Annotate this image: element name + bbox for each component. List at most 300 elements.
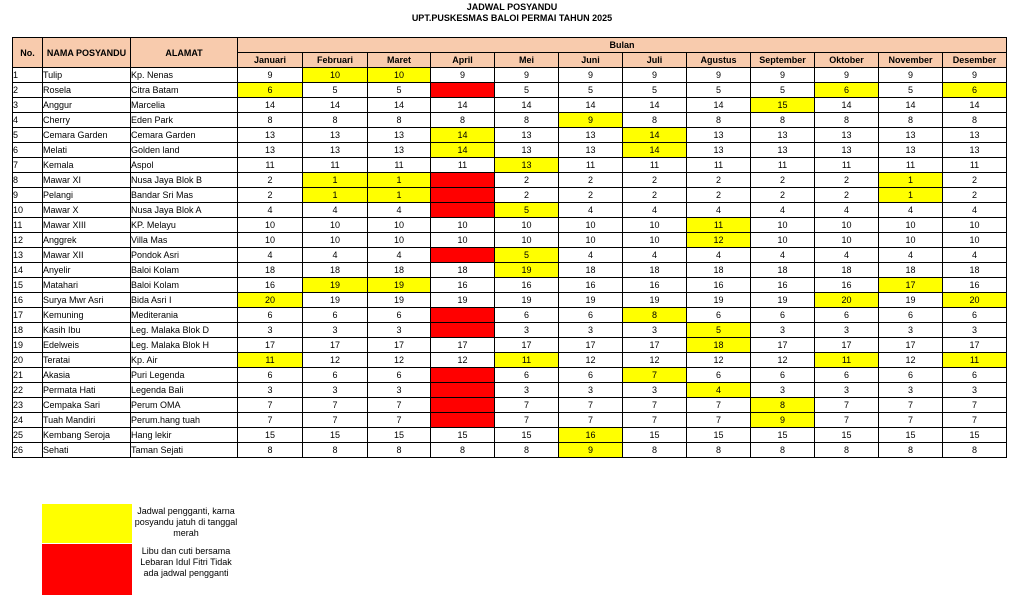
schedule-cell: 1 — [368, 188, 431, 203]
schedule-cell: 7 — [623, 368, 687, 383]
posyandu-address: Bida Asri I — [131, 293, 238, 308]
schedule-cell: 10 — [303, 233, 368, 248]
schedule-cell — [431, 203, 495, 218]
schedule-cell: 12 — [368, 353, 431, 368]
schedule-cell: 4 — [559, 203, 623, 218]
schedule-cell: 6 — [368, 368, 431, 383]
schedule-cell: 18 — [559, 263, 623, 278]
schedule-cell: 14 — [687, 98, 751, 113]
table-row — [13, 188, 1007, 203]
schedule-cell: 9 — [238, 68, 303, 83]
schedule-cell: 15 — [368, 428, 431, 443]
schedule-cell: 2 — [687, 173, 751, 188]
schedule-cell: 6 — [238, 308, 303, 323]
schedule-cell: 7 — [879, 398, 943, 413]
schedule-cell: 17 — [303, 338, 368, 353]
header-no: No. — [13, 38, 43, 68]
schedule-cell: 4 — [751, 248, 815, 263]
posyandu-name: Kemala — [43, 158, 131, 173]
schedule-cell: 7 — [368, 398, 431, 413]
schedule-cell: 6 — [303, 368, 368, 383]
table-row — [13, 158, 1007, 173]
schedule-cell: 6 — [238, 83, 303, 98]
schedule-cell: 7 — [815, 413, 879, 428]
posyandu-name: Pelangi — [43, 188, 131, 203]
schedule-cell: 8 — [303, 113, 368, 128]
row-number: 3 — [13, 98, 43, 113]
schedule-cell: 16 — [559, 278, 623, 293]
schedule-cell: 13 — [815, 143, 879, 158]
schedule-cell — [431, 83, 495, 98]
schedule-cell: 4 — [238, 203, 303, 218]
schedule-cell — [431, 188, 495, 203]
table-row — [13, 443, 1007, 458]
schedule-cell: 17 — [238, 338, 303, 353]
schedule-cell: 13 — [303, 143, 368, 158]
table-row — [13, 308, 1007, 323]
schedule-cell: 15 — [943, 428, 1007, 443]
schedule-cell: 16 — [431, 278, 495, 293]
schedule-cell: 14 — [238, 98, 303, 113]
legend-yellow-text: Jadwal pengganti, karna posyandu jatuh di tanggal merah — [134, 506, 238, 538]
schedule-cell: 7 — [559, 413, 623, 428]
schedule-cell: 17 — [623, 338, 687, 353]
schedule-cell: 7 — [559, 398, 623, 413]
schedule-cell: 4 — [943, 248, 1007, 263]
schedule-cell: 10 — [559, 218, 623, 233]
schedule-cell: 6 — [943, 368, 1007, 383]
schedule-cell: 7 — [687, 413, 751, 428]
schedule-cell: 2 — [751, 188, 815, 203]
posyandu-address: Baloi Kolam — [131, 263, 238, 278]
schedule-cell: 6 — [815, 83, 879, 98]
posyandu-name: Permata Hati — [43, 383, 131, 398]
month-header: Maret — [368, 53, 431, 68]
posyandu-name: Tuah Mandiri — [43, 413, 131, 428]
table-row — [13, 383, 1007, 398]
schedule-cell: 14 — [815, 98, 879, 113]
table-row — [13, 203, 1007, 218]
schedule-cell: 19 — [368, 278, 431, 293]
posyandu-name: Cemara Garden — [43, 128, 131, 143]
posyandu-name: Rosela — [43, 83, 131, 98]
schedule-cell: 2 — [815, 173, 879, 188]
posyandu-address: Nusa Jaya Blok B — [131, 173, 238, 188]
schedule-cell: 10 — [368, 233, 431, 248]
schedule-cell: 6 — [559, 368, 623, 383]
schedule-cell: 15 — [687, 428, 751, 443]
schedule-cell: 12 — [879, 353, 943, 368]
schedule-cell: 9 — [559, 443, 623, 458]
schedule-cell: 13 — [238, 128, 303, 143]
schedule-cell: 4 — [879, 203, 943, 218]
schedule-cell: 10 — [303, 68, 368, 83]
schedule-cell: 14 — [623, 98, 687, 113]
schedule-cell: 5 — [751, 83, 815, 98]
schedule-cell: 4 — [815, 203, 879, 218]
schedule-cell: 16 — [495, 278, 559, 293]
schedule-cell: 3 — [943, 323, 1007, 338]
table-row — [13, 248, 1007, 263]
posyandu-address: Leg. Malaka Blok H — [131, 338, 238, 353]
posyandu-name: Kembang Seroja — [43, 428, 131, 443]
schedule-cell — [431, 248, 495, 263]
schedule-cell: 10 — [815, 218, 879, 233]
schedule-cell: 4 — [238, 248, 303, 263]
schedule-cell: 19 — [303, 293, 368, 308]
schedule-cell: 13 — [687, 128, 751, 143]
schedule-cell: 3 — [303, 383, 368, 398]
schedule-cell: 10 — [303, 218, 368, 233]
schedule-cell: 11 — [815, 353, 879, 368]
schedule-cell: 13 — [879, 128, 943, 143]
schedule-cell: 11 — [303, 158, 368, 173]
schedule-cell: 9 — [879, 68, 943, 83]
schedule-cell: 12 — [431, 353, 495, 368]
schedule-cell: 10 — [559, 233, 623, 248]
posyandu-name: Teratai — [43, 353, 131, 368]
posyandu-address: KP. Melayu — [131, 218, 238, 233]
table-row — [13, 113, 1007, 128]
schedule-cell: 11 — [238, 353, 303, 368]
schedule-cell: 4 — [687, 383, 751, 398]
schedule-cell: 4 — [751, 203, 815, 218]
schedule-cell: 2 — [623, 173, 687, 188]
schedule-cell: 8 — [879, 443, 943, 458]
posyandu-name: Cempaka Sari — [43, 398, 131, 413]
schedule-cell: 11 — [495, 353, 559, 368]
schedule-cell: 9 — [559, 68, 623, 83]
schedule-cell: 4 — [687, 203, 751, 218]
schedule-cell: 2 — [238, 188, 303, 203]
schedule-cell: 14 — [368, 98, 431, 113]
schedule-cell: 19 — [623, 293, 687, 308]
schedule-cell: 17 — [815, 338, 879, 353]
row-number: 15 — [13, 278, 43, 293]
posyandu-name: Mawar X — [43, 203, 131, 218]
schedule-cell: 8 — [879, 113, 943, 128]
schedule-cell — [431, 383, 495, 398]
schedule-cell: 17 — [495, 338, 559, 353]
schedule-cell: 3 — [559, 383, 623, 398]
schedule-cell: 8 — [943, 443, 1007, 458]
schedule-cell: 2 — [559, 188, 623, 203]
schedule-cell: 6 — [238, 368, 303, 383]
row-number: 21 — [13, 368, 43, 383]
month-header: Desember — [943, 53, 1007, 68]
schedule-cell: 6 — [943, 308, 1007, 323]
schedule-cell: 19 — [495, 263, 559, 278]
schedule-cell: 11 — [687, 158, 751, 173]
posyandu-name: Edelweis — [43, 338, 131, 353]
row-number: 2 — [13, 83, 43, 98]
schedule-cell: 15 — [815, 428, 879, 443]
schedule-cell: 15 — [879, 428, 943, 443]
schedule-cell: 6 — [815, 308, 879, 323]
schedule-cell: 2 — [495, 173, 559, 188]
schedule-cell: 15 — [238, 428, 303, 443]
table-row — [13, 413, 1007, 428]
posyandu-address: Cemara Garden — [131, 128, 238, 143]
schedule-cell: 9 — [751, 68, 815, 83]
schedule-cell: 8 — [431, 443, 495, 458]
schedule-cell: 14 — [495, 98, 559, 113]
schedule-cell: 17 — [879, 338, 943, 353]
posyandu-address: Golden land — [131, 143, 238, 158]
schedule-cell: 3 — [559, 323, 623, 338]
schedule-cell: 10 — [238, 218, 303, 233]
schedule-cell: 5 — [687, 323, 751, 338]
table-row — [13, 98, 1007, 113]
month-header: Oktober — [815, 53, 879, 68]
schedule-cell: 10 — [368, 68, 431, 83]
row-number: 4 — [13, 113, 43, 128]
posyandu-address: Mediterania — [131, 308, 238, 323]
posyandu-address: Baloi Kolam — [131, 278, 238, 293]
schedule-cell: 4 — [368, 248, 431, 263]
schedule-cell: 8 — [815, 113, 879, 128]
schedule-cell: 9 — [623, 68, 687, 83]
schedule-cell: 15 — [623, 428, 687, 443]
row-number: 1 — [13, 68, 43, 83]
schedule-cell: 7 — [303, 413, 368, 428]
row-number: 17 — [13, 308, 43, 323]
table-row — [13, 293, 1007, 308]
posyandu-address: Perum.hang tuah — [131, 413, 238, 428]
posyandu-address: Citra Batam — [131, 83, 238, 98]
schedule-cell — [431, 323, 495, 338]
schedule-cell: 12 — [559, 353, 623, 368]
schedule-cell: 2 — [495, 188, 559, 203]
schedule-cell: 16 — [623, 278, 687, 293]
schedule-cell: 17 — [559, 338, 623, 353]
schedule-cell: 8 — [368, 443, 431, 458]
posyandu-address: Legenda Bali — [131, 383, 238, 398]
schedule-cell: 16 — [815, 278, 879, 293]
schedule-cell: 19 — [431, 293, 495, 308]
schedule-cell: 11 — [238, 158, 303, 173]
month-header: April — [431, 53, 495, 68]
schedule-cell: 3 — [623, 383, 687, 398]
schedule-cell: 8 — [943, 113, 1007, 128]
schedule-cell: 19 — [687, 293, 751, 308]
schedule-cell: 13 — [943, 143, 1007, 158]
schedule-cell: 16 — [687, 278, 751, 293]
schedule-cell: 2 — [943, 173, 1007, 188]
row-number: 26 — [13, 443, 43, 458]
schedule-cell: 5 — [303, 83, 368, 98]
row-number: 7 — [13, 158, 43, 173]
row-number: 12 — [13, 233, 43, 248]
table-row — [13, 83, 1007, 98]
schedule-cell: 3 — [368, 323, 431, 338]
posyandu-address: Taman Sejati — [131, 443, 238, 458]
schedule-cell: 4 — [815, 248, 879, 263]
document-subtitle: UPT.PUSKESMAS BALOI PERMAI TAHUN 2025 — [411, 13, 613, 23]
schedule-cell: 2 — [815, 188, 879, 203]
schedule-cell: 18 — [687, 338, 751, 353]
schedule-cell: 3 — [879, 323, 943, 338]
schedule-cell: 20 — [943, 293, 1007, 308]
legend-yellow-swatch — [42, 504, 132, 543]
schedule-cell: 13 — [495, 143, 559, 158]
schedule-cell — [431, 308, 495, 323]
posyandu-name: Kasih Ibu — [43, 323, 131, 338]
row-number: 24 — [13, 413, 43, 428]
schedule-cell: 18 — [943, 263, 1007, 278]
schedule-cell: 15 — [303, 428, 368, 443]
posyandu-address: Puri Legenda — [131, 368, 238, 383]
schedule-cell: 1 — [303, 173, 368, 188]
schedule-cell: 17 — [368, 338, 431, 353]
posyandu-name: Mawar XIII — [43, 218, 131, 233]
row-number: 19 — [13, 338, 43, 353]
posyandu-address: Pondok Asri — [131, 248, 238, 263]
table-row — [13, 398, 1007, 413]
schedule-cell: 14 — [303, 98, 368, 113]
schedule-cell: 3 — [623, 323, 687, 338]
schedule-cell: 5 — [495, 248, 559, 263]
schedule-cell: 8 — [623, 113, 687, 128]
schedule-cell: 20 — [815, 293, 879, 308]
schedule-cell: 13 — [303, 128, 368, 143]
schedule-cell: 18 — [623, 263, 687, 278]
schedule-cell: 8 — [368, 113, 431, 128]
schedule-cell: 8 — [687, 113, 751, 128]
schedule-cell: 14 — [559, 98, 623, 113]
table-row — [13, 428, 1007, 443]
month-header: Mei — [495, 53, 559, 68]
header-alamat: ALAMAT — [131, 38, 238, 68]
posyandu-name: Anggur — [43, 98, 131, 113]
table-row — [13, 218, 1007, 233]
schedule-cell: 11 — [687, 218, 751, 233]
schedule-cell: 9 — [431, 68, 495, 83]
header-nama-posyandu: NAMA POSYANDU — [43, 38, 131, 68]
table-row — [13, 173, 1007, 188]
schedule-cell: 5 — [687, 83, 751, 98]
schedule-cell: 6 — [815, 368, 879, 383]
schedule-cell: 11 — [751, 158, 815, 173]
schedule-cell: 5 — [879, 83, 943, 98]
schedule-cell: 10 — [943, 233, 1007, 248]
row-number: 9 — [13, 188, 43, 203]
schedule-cell: 2 — [623, 188, 687, 203]
schedule-cell: 8 — [495, 443, 559, 458]
schedule-cell: 11 — [623, 158, 687, 173]
schedule-cell: 3 — [238, 383, 303, 398]
posyandu-name: Surya Mwr Asri — [43, 293, 131, 308]
schedule-cell: 9 — [687, 68, 751, 83]
schedule-cell: 8 — [751, 398, 815, 413]
schedule-cell: 11 — [943, 353, 1007, 368]
schedule-cell: 9 — [495, 68, 559, 83]
schedule-cell: 16 — [238, 278, 303, 293]
schedule-cell: 6 — [559, 308, 623, 323]
row-number: 14 — [13, 263, 43, 278]
posyandu-name: Sehati — [43, 443, 131, 458]
schedule-cell: 10 — [623, 233, 687, 248]
schedule-cell: 8 — [687, 443, 751, 458]
schedule-cell: 16 — [559, 428, 623, 443]
schedule-cell: 5 — [623, 83, 687, 98]
row-number: 8 — [13, 173, 43, 188]
schedule-cell: 4 — [687, 248, 751, 263]
row-number: 20 — [13, 353, 43, 368]
schedule-cell: 1 — [368, 173, 431, 188]
schedule-cell: 6 — [751, 308, 815, 323]
schedule-cell: 4 — [623, 248, 687, 263]
schedule-cell: 8 — [303, 443, 368, 458]
schedule-cell: 18 — [238, 263, 303, 278]
schedule-cell: 13 — [238, 143, 303, 158]
schedule-cell: 14 — [623, 143, 687, 158]
schedule-cell: 4 — [879, 248, 943, 263]
schedule-cell: 10 — [879, 233, 943, 248]
schedule-cell: 3 — [815, 323, 879, 338]
schedule-cell: 17 — [751, 338, 815, 353]
schedule-cell: 11 — [431, 158, 495, 173]
schedule-cell: 14 — [431, 143, 495, 158]
schedule-cell: 13 — [495, 128, 559, 143]
schedule-cell: 8 — [751, 443, 815, 458]
posyandu-address: Nusa Jaya Blok A — [131, 203, 238, 218]
schedule-cell: 11 — [368, 158, 431, 173]
schedule-cell: 13 — [559, 128, 623, 143]
schedule-cell: 3 — [879, 383, 943, 398]
schedule-cell: 3 — [943, 383, 1007, 398]
row-number: 25 — [13, 428, 43, 443]
schedule-cell: 15 — [751, 98, 815, 113]
schedule-cell: 17 — [943, 338, 1007, 353]
schedule-cell: 4 — [559, 248, 623, 263]
schedule-cell: 17 — [879, 278, 943, 293]
schedule-cell: 15 — [495, 428, 559, 443]
table-row — [13, 353, 1007, 368]
schedule-cell: 7 — [238, 398, 303, 413]
month-header: Januari — [238, 53, 303, 68]
schedule-cell: 3 — [815, 383, 879, 398]
month-header: September — [751, 53, 815, 68]
posyandu-address: Marcelia — [131, 98, 238, 113]
schedule-cell: 10 — [238, 233, 303, 248]
schedule-cell: 11 — [815, 158, 879, 173]
schedule-cell — [431, 173, 495, 188]
schedule-cell: 13 — [815, 128, 879, 143]
schedule-cell: 8 — [238, 113, 303, 128]
schedule-cell: 20 — [238, 293, 303, 308]
schedule-cell: 18 — [303, 263, 368, 278]
posyandu-address: Hang lekir — [131, 428, 238, 443]
schedule-cell: 6 — [687, 308, 751, 323]
schedule-cell — [431, 413, 495, 428]
schedule-cell: 6 — [751, 368, 815, 383]
schedule-cell: 19 — [559, 293, 623, 308]
schedule-cell: 7 — [943, 413, 1007, 428]
posyandu-name: Anggrek — [43, 233, 131, 248]
schedule-cell: 13 — [751, 143, 815, 158]
month-header: November — [879, 53, 943, 68]
schedule-cell: 14 — [431, 98, 495, 113]
schedule-cell: 10 — [495, 233, 559, 248]
schedule-cell: 19 — [879, 293, 943, 308]
row-number: 10 — [13, 203, 43, 218]
schedule-cell: 3 — [368, 383, 431, 398]
table-row — [13, 143, 1007, 158]
schedule-cell: 18 — [431, 263, 495, 278]
posyandu-address: Bandar Sri Mas — [131, 188, 238, 203]
schedule-cell: 13 — [751, 128, 815, 143]
